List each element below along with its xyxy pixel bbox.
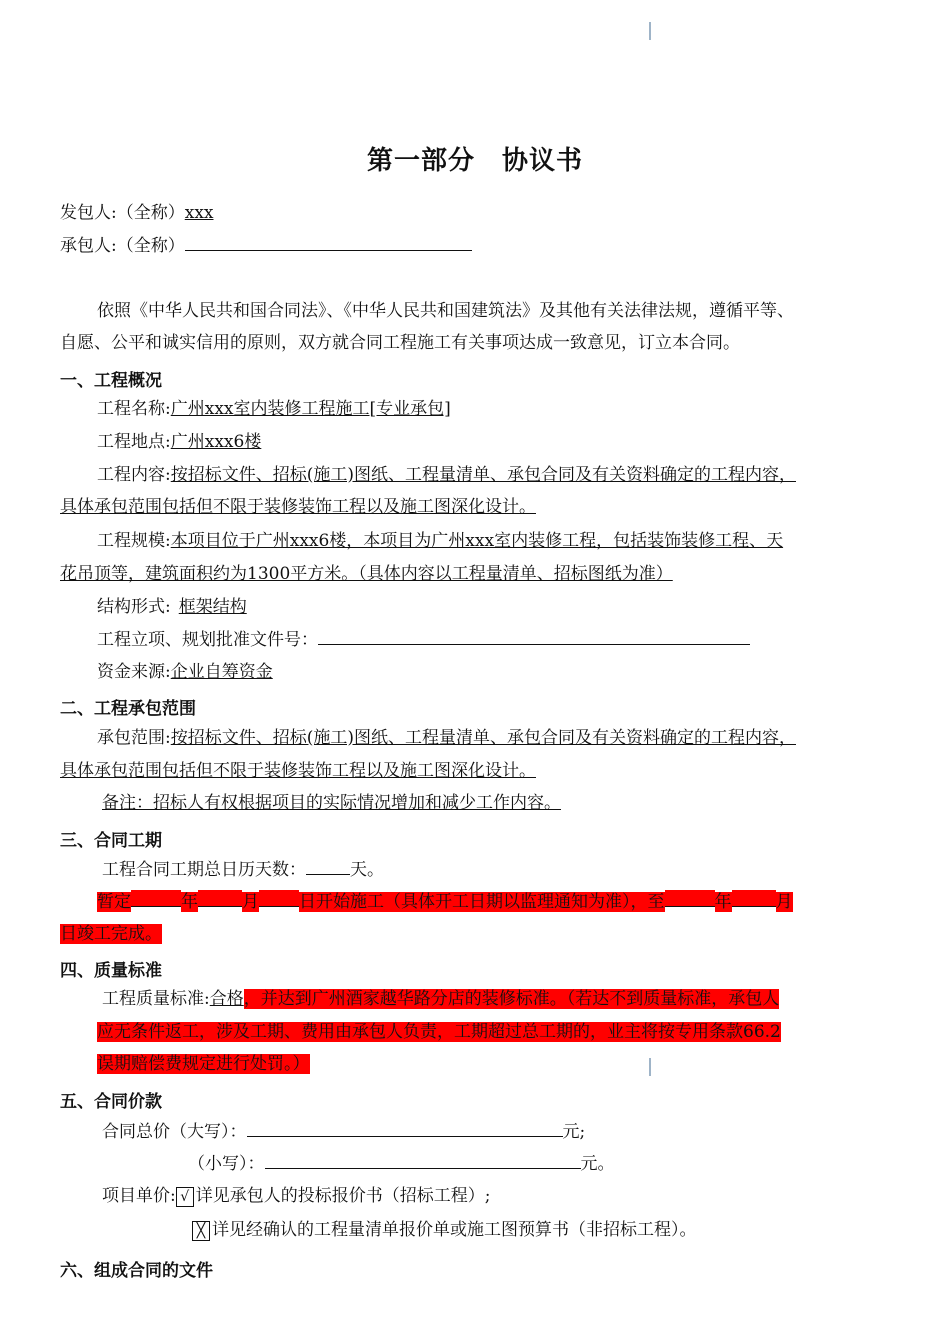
section-4-heading: 四、质量标准 — [60, 961, 162, 981]
employer-line — [60, 202, 214, 224]
project-scale-value-1: 本项目位于广州xxx6楼，本项目为广州xxx室内装修工程，包括装饰装修工程、天 — [170, 531, 784, 551]
funds-label: 资金来源: — [97, 662, 171, 682]
checkbox-crossed-icon[interactable]: ╳ — [192, 1221, 210, 1241]
project-scale-line-2: 花吊顶等，建筑面积约为1300平方米。（具体内容以工程量清单、招标图纸为准） — [60, 564, 673, 584]
quality-value: 合格 — [209, 989, 244, 1009]
approval-blank — [318, 628, 750, 645]
page-title: 第一部分 协议书 — [366, 146, 583, 176]
scope-value-1: 按招标文件、招标(施工)图纸、工程量清单、承包合同及有关资料确定的工程内容， — [170, 728, 796, 748]
funds-value: 企业自筹资金 — [170, 662, 273, 682]
unit-price-label: 项目单价: — [102, 1186, 176, 1206]
quality-rest-1: ，并达到广州酒家越华路分店的装修标准。（若达不到质量标准，承包人 — [243, 989, 780, 1009]
scope-label: 承包范围: — [97, 728, 171, 748]
margin-mark-top — [649, 22, 651, 40]
duration-blank — [306, 858, 350, 875]
schedule-prefix: 暂定 — [97, 892, 131, 912]
section-2-heading: 二、工程承包范围 — [60, 699, 196, 719]
schedule-end: 日竣工完成。 — [60, 924, 162, 944]
quality-rest-3: 误期赔偿费规定进行处罚。） — [97, 1054, 310, 1074]
quality-rest-2: 应无条件返工，涉及工期、费用由承包人负责，工期超过总工期的，业主将按专用条款66.2 — [97, 1022, 781, 1042]
section-1-heading: 一、工程概况 — [60, 371, 162, 391]
schedule-year2-blank — [665, 890, 715, 907]
total-lower-unit: 元。 — [580, 1154, 615, 1174]
margin-mark-middle — [649, 1058, 651, 1076]
unit-price-line-2 — [192, 1219, 697, 1241]
intro-line-2: 自愿、公平和诚实信用的原则，双方就合同工程施工有关事项达成一致意见，订立本合同。 — [60, 333, 740, 353]
total-lower-blank — [265, 1152, 581, 1169]
approval-label: 工程立项、规划批准文件号： — [97, 630, 318, 650]
total-upper-label: 合同总价（大写）： — [102, 1122, 247, 1142]
structure-label: 结构形式: — [97, 597, 171, 617]
checkbox-checked-icon[interactable]: √ — [176, 1187, 194, 1207]
duration-unit: 天。 — [350, 860, 384, 880]
section-5-heading: 五、合同价款 — [60, 1092, 162, 1112]
contractor-line — [60, 234, 472, 257]
contractor-label: 承包人:（全称） — [60, 236, 185, 256]
unit-price-option-2: 详见经确认的工程量清单报价单或施工图预算书（非招标工程）。 — [212, 1220, 697, 1240]
project-content-line-1 — [97, 464, 796, 486]
quality-line-1 — [102, 988, 779, 1010]
structure-line — [97, 596, 255, 618]
intro-line-1: 依照《中华人民共和国合同法》、《中华人民共和国建筑法》及其他有关法律法规，遵循平等、 — [97, 301, 794, 321]
section-3-heading: 三、合同工期 — [60, 831, 162, 851]
schedule-line-2 — [60, 923, 162, 945]
project-location-label: 工程地点: — [97, 432, 171, 452]
schedule-year-blank — [131, 890, 181, 907]
schedule-day-blank — [259, 890, 299, 907]
schedule-month-blank — [198, 890, 242, 907]
scope-line-2: 具体承包范围包括但不限于装修装饰工程以及施工图深化设计。 — [60, 761, 536, 781]
project-content-line-2: 具体承包范围包括但不限于装修装饰工程以及施工图深化设计。 — [60, 497, 536, 517]
approval-line — [97, 628, 750, 651]
project-scale-line-1 — [97, 530, 783, 552]
schedule-year: 年 — [181, 892, 198, 912]
unit-price-line-1 — [102, 1185, 490, 1207]
quality-line-2 — [97, 1021, 781, 1043]
schedule-line-1 — [97, 890, 793, 913]
quality-line-3 — [97, 1053, 310, 1075]
project-content-label: 工程内容: — [97, 465, 171, 485]
employer-label: 发包人:（全称） — [60, 203, 185, 223]
quality-label: 工程质量标准: — [102, 989, 210, 1009]
project-content-value-1: 按招标文件、招标(施工)图纸、工程量清单、承包合同及有关资料确定的工程内容， — [170, 465, 796, 485]
duration-line — [102, 858, 384, 881]
scope-line-1 — [97, 727, 796, 749]
total-lower-line — [188, 1152, 615, 1175]
total-upper-blank — [247, 1120, 563, 1137]
schedule-mid: 日开始施工（具体开工日期以监理通知为准），至 — [299, 892, 665, 912]
funds-line — [97, 661, 273, 683]
project-scale-label: 工程规模: — [97, 531, 171, 551]
schedule-year2: 年 — [714, 892, 732, 912]
schedule-month: 月 — [242, 892, 259, 912]
total-upper-line — [102, 1120, 585, 1143]
project-name-value: 广州xxx室内装修工程施工[专业承包] — [170, 399, 451, 419]
project-name-label: 工程名称: — [97, 399, 171, 419]
scope-note: 备注：招标人有权根据项目的实际情况增加和减少工作内容。 — [102, 793, 561, 813]
section-6-heading: 六、组成合同的文件 — [60, 1261, 213, 1281]
project-location-line — [97, 431, 261, 453]
total-lower-label: （小写）： — [188, 1154, 265, 1174]
structure-value: 框架结构 — [178, 597, 247, 617]
schedule-month2: 月 — [775, 892, 793, 912]
project-location-value: 广州xxx6楼 — [170, 432, 262, 452]
project-name-line — [97, 398, 451, 420]
unit-price-option-1: 详见承包人的投标报价书（招标工程）; — [195, 1186, 491, 1206]
schedule-month2-blank — [732, 890, 776, 907]
total-upper-unit: 元; — [562, 1122, 586, 1142]
duration-label: 工程合同工期总日历天数： — [102, 860, 306, 880]
employer-value: xxx — [184, 203, 214, 223]
contractor-blank — [185, 234, 472, 251]
